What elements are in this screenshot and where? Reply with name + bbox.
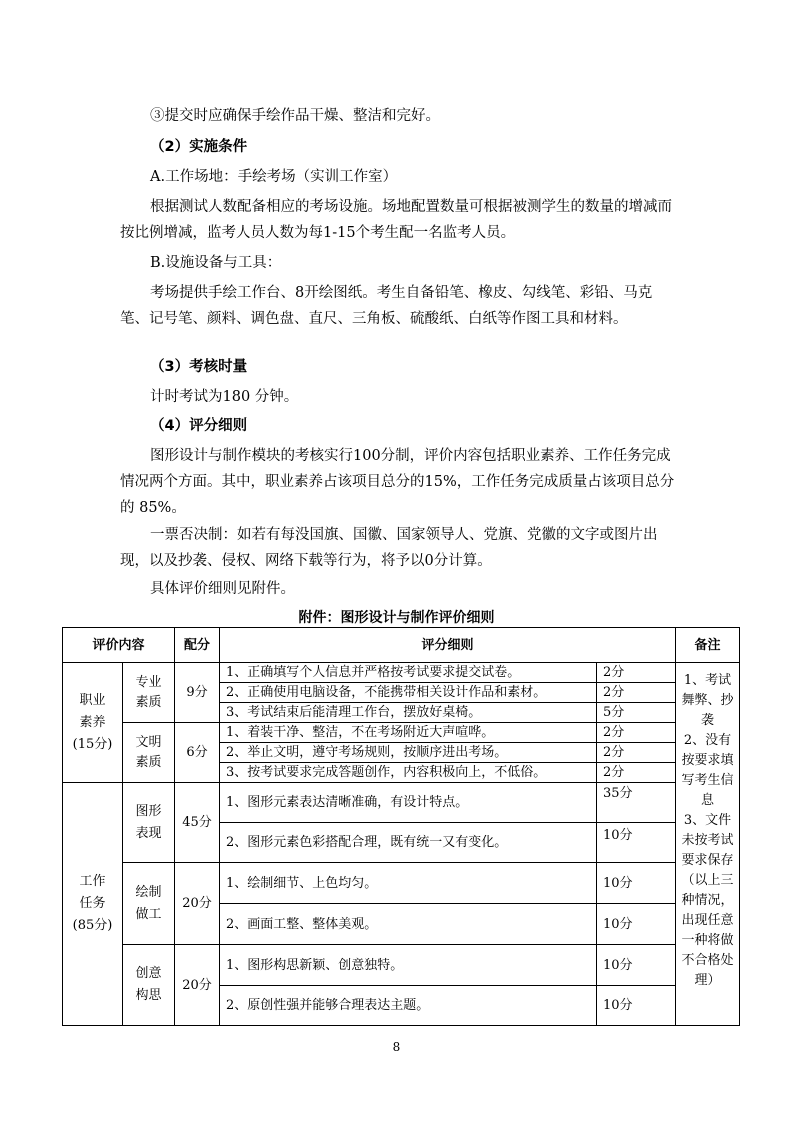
- rule-text: 2、原创性强并能够合理表达主题。: [220, 986, 597, 1026]
- paragraph-equipment: B.设施设备与工具：: [150, 255, 282, 271]
- sub-score: 45分: [175, 783, 220, 863]
- rule-text: 1、绘制细节、上色均匀。: [220, 863, 597, 904]
- sub-score: 20分: [175, 863, 220, 945]
- paragraph-venue-detail: 根据测试人数配备相应的考场设施。场地配置数量可根据被测学生的数量的增减而按比例增减，监考人员人数为每1-15个考生配一名监考人员。: [120, 199, 672, 241]
- group-name-professional: 职业 素养 (15分): [63, 663, 123, 783]
- rule-points: 2分: [597, 663, 676, 683]
- rule-text: 1、正确填写个人信息并严格按考试要求提交试卷。: [220, 663, 597, 683]
- paragraph-duration: 计时考试为180 分钟。: [150, 389, 299, 405]
- remarks-cell: 1、考试舞弊、抄袭 2、没有按要求填写考生信息 3、文件未按考试要求保存 （以上三种情况，出现任意一种将做不合格处理）: [676, 663, 740, 1026]
- sub-name-graphic-expression: 图形 表现: [123, 783, 175, 863]
- rule-text: 2、画面工整、整体美观。: [220, 904, 597, 945]
- rule-points: 10分: [597, 823, 676, 863]
- table-row: [63, 783, 740, 823]
- paragraph-equipment-detail: 考场提供手绘工作台、8开绘图纸。考生自备铅笔、橡皮、勾线笔、彩铅、马克笔、记号笔、颜料、调色盘、直尺、三角板、硫酸纸、白纸等作图工具和材料。: [120, 285, 653, 327]
- paragraph-veto-rule: 一票否决制：如若有每没国旗、国徽、国家领导人、党旗、党徽的文字或图片出现，以及抄袭、侵权、网络下载等行为，将予以0分计算。: [120, 527, 658, 569]
- table-row: [63, 945, 740, 986]
- page-number: 8: [392, 1040, 401, 1054]
- sub-name-creative-concept: 创意 构思: [123, 945, 175, 1026]
- sub-score: 9分: [175, 663, 220, 723]
- paragraph-venue: A.工作场地：手绘考场（实训工作室）: [150, 169, 398, 185]
- section-heading-scoring: （4）评分细则: [150, 418, 248, 434]
- rule-points: 10分: [597, 945, 676, 986]
- rule-points: 2分: [597, 723, 676, 743]
- header-content: 评价内容: [63, 628, 175, 663]
- rule-points: 2分: [597, 763, 676, 783]
- paragraph-submission-rule: ③提交时应确保手绘作品干燥、整洁和完好。: [150, 108, 440, 124]
- header-score: 配分: [175, 628, 220, 663]
- rule-points: 5分: [597, 703, 676, 723]
- table-row: [63, 663, 740, 683]
- rule-text: 1、图形元素表达清晰准确，有设计特点。: [220, 783, 597, 823]
- rule-text: 3、考试结束后能清理工作台，摆放好桌椅。: [220, 703, 597, 723]
- section-heading-duration: （3）考核时量: [150, 359, 248, 375]
- paragraph-appendix-note: 具体评价细则见附件。: [150, 581, 295, 597]
- table-caption: 附件：图形设计与制作评价细则: [298, 610, 495, 626]
- rule-text: 1、着装干净、整洁，不在考场附近大声喧哗。: [220, 723, 597, 743]
- table-header-row: [63, 628, 740, 663]
- section-heading-conditions: （2）实施条件: [150, 139, 248, 155]
- evaluation-table: [62, 627, 740, 1026]
- paragraph-scoring: 图形设计与制作模块的考核实行100分制，评价内容包括职业素养、工作任务完成情况两个方面。其中，职业素养占该项目总分的15%，工作任务完成质量占该项目总分的 85%。: [120, 448, 675, 516]
- rule-points: 10分: [597, 986, 676, 1026]
- rule-points: 35分: [597, 783, 676, 823]
- header-remarks: 备注: [676, 628, 740, 663]
- sub-name-professional-quality: 专业 素质: [123, 663, 175, 723]
- rule-points: 2分: [597, 683, 676, 703]
- rule-text: 2、图形元素色彩搭配合理，既有统一又有变化。: [220, 823, 597, 863]
- rule-text: 1、图形构思新颖、创意独特。: [220, 945, 597, 986]
- table-row: [63, 723, 740, 743]
- rule-points: 10分: [597, 863, 676, 904]
- sub-name-civil-quality: 文明 素质: [123, 723, 175, 783]
- sub-name-craftsmanship: 绘制 做工: [123, 863, 175, 945]
- rule-points: 2分: [597, 743, 676, 763]
- rule-text: 3、按考试要求完成答题创作，内容积极向上，不低俗。: [220, 763, 597, 783]
- rule-text: 2、正确使用电脑设备，不能携带相关设计作品和素材。: [220, 683, 597, 703]
- sub-score: 6分: [175, 723, 220, 783]
- rule-points: 10分: [597, 904, 676, 945]
- table-row: [63, 863, 740, 904]
- header-rules: 评分细则: [220, 628, 676, 663]
- sub-score: 20分: [175, 945, 220, 1026]
- group-name-work-task: 工作 任务 (85分): [63, 783, 123, 1026]
- rule-text: 2、举止文明，遵守考场规则，按顺序进出考场。: [220, 743, 597, 763]
